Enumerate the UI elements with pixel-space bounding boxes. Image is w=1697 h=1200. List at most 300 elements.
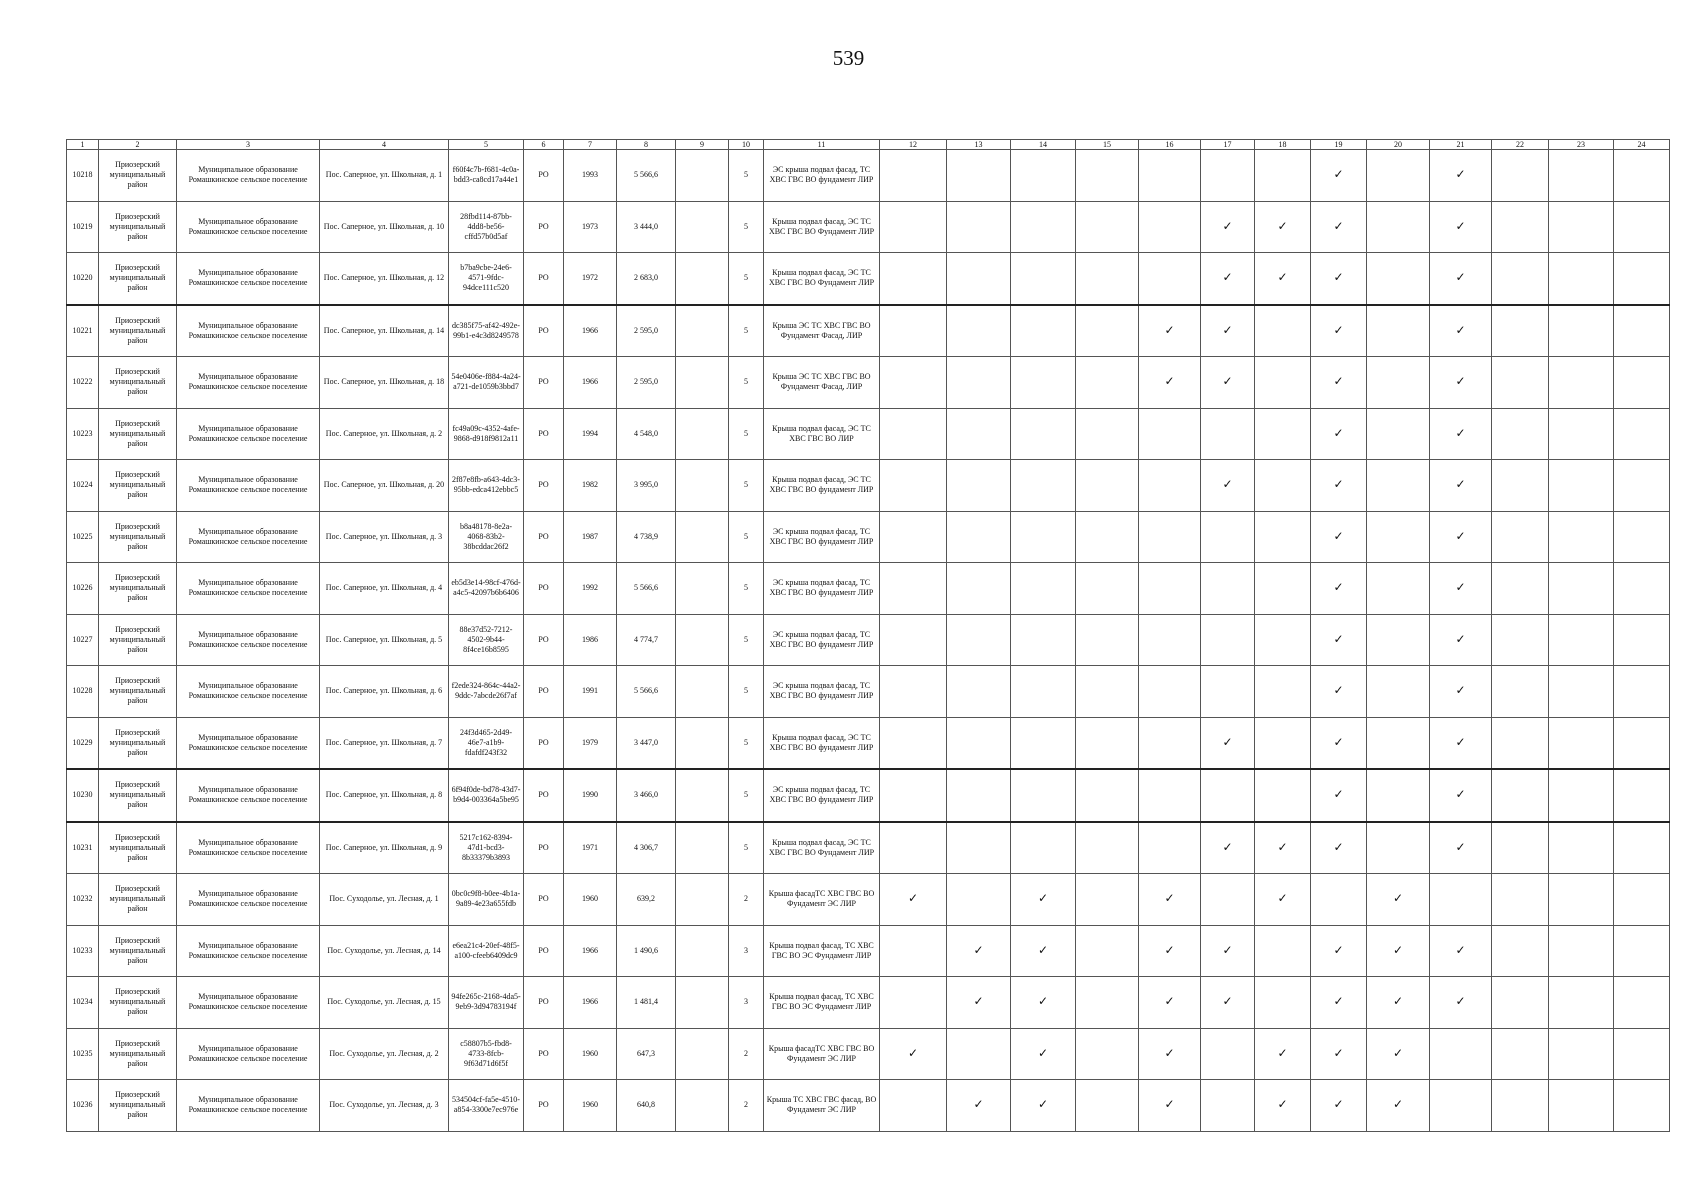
check-mark-icon: ✓: [973, 1097, 984, 1112]
check-cell-23: [1549, 357, 1614, 409]
check-cell-17: [1201, 769, 1255, 822]
check-mark-icon: ✓: [1455, 734, 1466, 749]
check-cell-18: [1255, 357, 1311, 409]
address-cell: Пос. Суходолье, ул. Лесная, д. 1: [320, 874, 449, 926]
check-cell-19: [1311, 874, 1367, 926]
check-cell-14: [1011, 614, 1076, 666]
row-number: 10223: [67, 408, 99, 460]
check-cell-19: [1311, 822, 1367, 874]
check-cell-22: [1492, 305, 1549, 357]
district-cell: Приозерский муниципальный район: [99, 769, 177, 822]
check-cell-17: [1201, 305, 1255, 357]
check-cell-20: [1367, 1028, 1430, 1080]
table-row: [67, 408, 1670, 460]
col9-cell: [676, 511, 729, 563]
check-cell-24: [1614, 357, 1670, 409]
check-mark-icon: ✓: [1037, 942, 1049, 957]
check-cell-24: [1614, 977, 1670, 1029]
type-cell: РО: [524, 305, 564, 357]
check-cell-24: [1614, 201, 1670, 253]
check-cell-18: [1255, 925, 1311, 977]
check-cell-20: [1367, 874, 1430, 926]
col9-cell: [676, 201, 729, 253]
district-cell: Приозерский муниципальный район: [99, 977, 177, 1029]
table-row: [67, 150, 1670, 202]
check-cell-12: [880, 977, 947, 1029]
check-cell-13: [947, 305, 1011, 357]
check-cell-12: [880, 150, 947, 202]
check-cell-15: [1076, 201, 1139, 253]
check-cell-16: [1139, 357, 1201, 409]
col9-cell: [676, 925, 729, 977]
check-cell-23: [1549, 717, 1614, 769]
check-cell-17: [1201, 357, 1255, 409]
check-cell-14: [1011, 1080, 1076, 1132]
col9-cell: [676, 460, 729, 512]
check-cell-19: [1311, 460, 1367, 512]
check-mark-icon: ✓: [1333, 374, 1344, 389]
guid-cell: fc49a09c-4352-4afe-9868-d918f9812a11: [449, 408, 524, 460]
check-cell-15: [1076, 666, 1139, 718]
check-cell-17: [1201, 201, 1255, 253]
year-cell: 1966: [564, 977, 617, 1029]
address-cell: Пос. Саперное, ул. Школьная, д. 9: [320, 822, 449, 874]
check-mark-icon: ✓: [1333, 734, 1344, 749]
table-row: [67, 925, 1670, 977]
check-cell-15: [1076, 822, 1139, 874]
works-cell: Крыша ЭС ТС ХВС ГВС ВО Фундамент Фасад, ЛИР: [764, 305, 880, 357]
check-cell-24: [1614, 614, 1670, 666]
check-mark-icon: ✓: [1455, 839, 1466, 854]
check-cell-18: [1255, 666, 1311, 718]
district-cell: Приозерский муниципальный район: [99, 253, 177, 305]
table-row: [67, 563, 1670, 615]
check-cell-20: [1367, 822, 1430, 874]
type-cell: РО: [524, 977, 564, 1029]
works-cell: Крыша подвал фасад, ТС ХВС ГВС ВО ЭС Фундамент ЛИР: [764, 977, 880, 1029]
table-row: [67, 511, 1670, 563]
check-mark-icon: ✓: [1455, 322, 1466, 337]
address-cell: Пос. Саперное, ул. Школьная, д. 12: [320, 253, 449, 305]
year-cell: 1987: [564, 511, 617, 563]
table-row: [67, 822, 1670, 874]
check-cell-16: [1139, 977, 1201, 1029]
check-cell-16: [1139, 822, 1201, 874]
check-cell-21: [1430, 1028, 1492, 1080]
floors-cell: 5: [729, 666, 764, 718]
check-mark-icon: ✓: [1455, 270, 1466, 285]
guid-cell: e6ea21c4-20ef-48f5-a100-cfeeb6409dc9: [449, 925, 524, 977]
works-cell: ЭС крыша подвал фасад, ТС ХВС ГВС ВО фундамент ЛИР: [764, 150, 880, 202]
check-cell-14: [1011, 460, 1076, 512]
area-cell: 639,2: [617, 874, 676, 926]
address-cell: Пос. Саперное, ул. Школьная, д. 2: [320, 408, 449, 460]
floors-cell: 5: [729, 822, 764, 874]
type-cell: РО: [524, 822, 564, 874]
municipality-cell: Муниципальное образование Ромашкинское сельское поселение: [177, 460, 320, 512]
guid-cell: 5217c162-8394-47d1-bcd3-8b33379b3893: [449, 822, 524, 874]
check-mark-icon: ✓: [1333, 425, 1344, 440]
check-cell-15: [1076, 614, 1139, 666]
col9-cell: [676, 614, 729, 666]
check-cell-18: [1255, 769, 1311, 822]
col9-cell: [676, 1080, 729, 1132]
check-cell-13: [947, 408, 1011, 460]
check-mark-icon: ✓: [1333, 942, 1344, 957]
area-cell: 3 444,0: [617, 201, 676, 253]
check-cell-20: [1367, 460, 1430, 512]
check-cell-12: [880, 822, 947, 874]
column-header-17: 17: [1201, 140, 1255, 150]
guid-cell: 88e37d52-7212-4502-9b44-8f4ce16b8595: [449, 614, 524, 666]
check-cell-23: [1549, 563, 1614, 615]
table-row: [67, 357, 1670, 409]
check-cell-20: [1367, 253, 1430, 305]
check-cell-18: [1255, 408, 1311, 460]
column-header-16: 16: [1139, 140, 1201, 150]
check-mark-icon: ✓: [973, 994, 984, 1009]
check-cell-22: [1492, 357, 1549, 409]
works-cell: Крыша подвал фасад, ЭС ТС ХВС ГВС ВО Фундамент ЛИР: [764, 822, 880, 874]
address-cell: Пос. Саперное, ул. Школьная, д. 8: [320, 769, 449, 822]
row-number: 10233: [67, 925, 99, 977]
municipality-cell: Муниципальное образование Ромашкинское сельское поселение: [177, 925, 320, 977]
floors-cell: 5: [729, 769, 764, 822]
check-cell-24: [1614, 822, 1670, 874]
type-cell: РО: [524, 614, 564, 666]
guid-cell: 2f87e8fb-a643-4dc3-95bb-edca412ebbc5: [449, 460, 524, 512]
guid-cell: 6f94f0de-bd78-43d7-b9d4-003364a5be95: [449, 769, 524, 822]
check-cell-22: [1492, 977, 1549, 1029]
check-cell-23: [1549, 408, 1614, 460]
year-cell: 1960: [564, 1080, 617, 1132]
check-cell-18: [1255, 1080, 1311, 1132]
check-cell-14: [1011, 201, 1076, 253]
municipality-cell: Муниципальное образование Ромашкинское сельское поселение: [177, 977, 320, 1029]
works-cell: Крыша подвал фасад, ЭС ТС ХВС ГВС ВО ЛИР: [764, 408, 880, 460]
check-cell-24: [1614, 511, 1670, 563]
check-cell-18: [1255, 511, 1311, 563]
check-cell-19: [1311, 150, 1367, 202]
check-cell-17: [1201, 563, 1255, 615]
year-cell: 1973: [564, 201, 617, 253]
year-cell: 1990: [564, 769, 617, 822]
check-cell-17: [1201, 150, 1255, 202]
check-mark-icon: ✓: [1222, 734, 1233, 749]
type-cell: РО: [524, 666, 564, 718]
year-cell: 1979: [564, 717, 617, 769]
check-cell-14: [1011, 977, 1076, 1029]
check-cell-20: [1367, 305, 1430, 357]
type-cell: РО: [524, 1080, 564, 1132]
check-cell-12: [880, 769, 947, 822]
check-mark-icon: ✓: [1455, 683, 1466, 698]
column-header-18: 18: [1255, 140, 1311, 150]
column-header-11: 11: [764, 140, 880, 150]
check-cell-21: [1430, 614, 1492, 666]
guid-cell: 94fe265c-2168-4da5-9eb9-3d94783194f: [449, 977, 524, 1029]
check-cell-14: [1011, 511, 1076, 563]
works-cell: Крыша ТС ХВС ГВС фасад, ВО Фундамент ЭС ЛИР: [764, 1080, 880, 1132]
check-cell-21: [1430, 977, 1492, 1029]
check-mark-icon: ✓: [1037, 1097, 1049, 1112]
check-cell-21: [1430, 460, 1492, 512]
check-cell-18: [1255, 563, 1311, 615]
column-header-23: 23: [1549, 140, 1614, 150]
check-cell-15: [1076, 977, 1139, 1029]
year-cell: 1992: [564, 563, 617, 615]
check-mark-icon: ✓: [1164, 1097, 1175, 1112]
check-mark-icon: ✓: [1222, 942, 1233, 957]
check-cell-17: [1201, 717, 1255, 769]
check-mark-icon: ✓: [907, 1045, 919, 1060]
check-cell-14: [1011, 666, 1076, 718]
row-number: 10224: [67, 460, 99, 512]
check-cell-22: [1492, 408, 1549, 460]
municipality-cell: Муниципальное образование Ромашкинское сельское поселение: [177, 769, 320, 822]
check-cell-22: [1492, 1080, 1549, 1132]
check-cell-23: [1549, 769, 1614, 822]
check-mark-icon: ✓: [907, 891, 919, 906]
check-cell-17: [1201, 460, 1255, 512]
check-cell-13: [947, 614, 1011, 666]
guid-cell: f60f4c7b-f681-4c0a-bdd3-ca8cd17a44e1: [449, 150, 524, 202]
check-cell-16: [1139, 769, 1201, 822]
check-cell-12: [880, 925, 947, 977]
check-cell-23: [1549, 511, 1614, 563]
check-cell-18: [1255, 822, 1311, 874]
check-cell-17: [1201, 408, 1255, 460]
district-cell: Приозерский муниципальный район: [99, 150, 177, 202]
check-cell-21: [1430, 201, 1492, 253]
check-cell-17: [1201, 1028, 1255, 1080]
column-header-19: 19: [1311, 140, 1367, 150]
check-cell-22: [1492, 150, 1549, 202]
column-header-15: 15: [1076, 140, 1139, 150]
works-cell: Крыша подвал фасад, ЭС ТС ХВС ГВС ВО фундамент ЛИР: [764, 717, 880, 769]
check-cell-21: [1430, 717, 1492, 769]
check-cell-15: [1076, 769, 1139, 822]
check-mark-icon: ✓: [1037, 1045, 1049, 1060]
column-header-21: 21: [1430, 140, 1492, 150]
check-cell-21: [1430, 253, 1492, 305]
check-cell-14: [1011, 150, 1076, 202]
col9-cell: [676, 769, 729, 822]
check-mark-icon: ✓: [1222, 374, 1233, 389]
col9-cell: [676, 977, 729, 1029]
check-cell-22: [1492, 1028, 1549, 1080]
check-cell-17: [1201, 977, 1255, 1029]
check-cell-21: [1430, 874, 1492, 926]
check-mark-icon: ✓: [1392, 942, 1404, 957]
check-cell-13: [947, 253, 1011, 305]
address-cell: Пос. Суходолье, ул. Лесная, д. 14: [320, 925, 449, 977]
check-cell-12: [880, 614, 947, 666]
check-mark-icon: ✓: [1277, 1097, 1288, 1112]
check-cell-17: [1201, 925, 1255, 977]
floors-cell: 2: [729, 874, 764, 926]
district-cell: Приозерский муниципальный район: [99, 511, 177, 563]
check-cell-19: [1311, 201, 1367, 253]
check-cell-13: [947, 357, 1011, 409]
table-row: [67, 874, 1670, 926]
check-cell-19: [1311, 357, 1367, 409]
check-cell-21: [1430, 769, 1492, 822]
check-cell-17: [1201, 253, 1255, 305]
check-cell-12: [880, 1080, 947, 1132]
municipality-cell: Муниципальное образование Ромашкинское сельское поселение: [177, 408, 320, 460]
check-cell-22: [1492, 614, 1549, 666]
check-cell-16: [1139, 408, 1201, 460]
address-cell: Пос. Саперное, ул. Школьная, д. 1: [320, 150, 449, 202]
year-cell: 1960: [564, 874, 617, 926]
check-mark-icon: ✓: [1333, 528, 1344, 543]
check-cell-16: [1139, 874, 1201, 926]
check-cell-17: [1201, 1080, 1255, 1132]
guid-cell: 54e0406e-f884-4a24-a721-de1059b3bbd7: [449, 357, 524, 409]
check-mark-icon: ✓: [1333, 322, 1344, 337]
type-cell: РО: [524, 357, 564, 409]
municipality-cell: Муниципальное образование Ромашкинское сельское поселение: [177, 563, 320, 615]
area-cell: 2 595,0: [617, 305, 676, 357]
row-number: 10229: [67, 717, 99, 769]
check-cell-14: [1011, 1028, 1076, 1080]
check-cell-24: [1614, 408, 1670, 460]
district-cell: Приозерский муниципальный район: [99, 201, 177, 253]
floors-cell: 5: [729, 305, 764, 357]
buildings-table: [66, 139, 1670, 1132]
works-cell: Крыша ЭС ТС ХВС ГВС ВО Фундамент Фасад, ЛИР: [764, 357, 880, 409]
area-cell: 4 548,0: [617, 408, 676, 460]
area-cell: 3 995,0: [617, 460, 676, 512]
check-cell-18: [1255, 614, 1311, 666]
check-mark-icon: ✓: [1277, 270, 1288, 285]
municipality-cell: Муниципальное образование Ромашкинское сельское поселение: [177, 201, 320, 253]
check-mark-icon: ✓: [1164, 1045, 1175, 1060]
floors-cell: 5: [729, 717, 764, 769]
check-cell-18: [1255, 1028, 1311, 1080]
check-cell-15: [1076, 1028, 1139, 1080]
check-cell-15: [1076, 460, 1139, 512]
check-mark-icon: ✓: [1333, 839, 1344, 854]
municipality-cell: Муниципальное образование Ромашкинское сельское поселение: [177, 874, 320, 926]
check-cell-18: [1255, 305, 1311, 357]
column-header-10: 10: [729, 140, 764, 150]
type-cell: РО: [524, 460, 564, 512]
check-cell-22: [1492, 874, 1549, 926]
check-cell-12: [880, 511, 947, 563]
check-cell-14: [1011, 717, 1076, 769]
area-cell: 4 738,9: [617, 511, 676, 563]
type-cell: РО: [524, 150, 564, 202]
district-cell: Приозерский муниципальный район: [99, 666, 177, 718]
table-row: [67, 717, 1670, 769]
check-cell-19: [1311, 1080, 1367, 1132]
check-cell-24: [1614, 253, 1670, 305]
guid-cell: 0bc0c9f8-b0ee-4b1a-9a89-4e23a655fdb: [449, 874, 524, 926]
floors-cell: 5: [729, 408, 764, 460]
floors-cell: 5: [729, 563, 764, 615]
municipality-cell: Муниципальное образование Ромашкинское сельское поселение: [177, 511, 320, 563]
check-cell-16: [1139, 201, 1201, 253]
check-mark-icon: ✓: [1037, 994, 1049, 1009]
check-mark-icon: ✓: [1455, 631, 1466, 646]
district-cell: Приозерский муниципальный район: [99, 614, 177, 666]
type-cell: РО: [524, 1028, 564, 1080]
table-row: [67, 305, 1670, 357]
table-row: [67, 614, 1670, 666]
guid-cell: 24f3d465-2d49-46e7-a1b9-fdafdf243f32: [449, 717, 524, 769]
check-cell-15: [1076, 305, 1139, 357]
check-cell-13: [947, 874, 1011, 926]
year-cell: 1966: [564, 925, 617, 977]
check-cell-16: [1139, 1028, 1201, 1080]
check-cell-14: [1011, 408, 1076, 460]
district-cell: Приозерский муниципальный район: [99, 822, 177, 874]
check-cell-13: [947, 769, 1011, 822]
check-cell-19: [1311, 614, 1367, 666]
check-cell-15: [1076, 357, 1139, 409]
row-number: 10218: [67, 150, 99, 202]
check-mark-icon: ✓: [1333, 787, 1344, 802]
row-number: 10228: [67, 666, 99, 718]
check-cell-14: [1011, 925, 1076, 977]
check-mark-icon: ✓: [1164, 374, 1175, 389]
check-mark-icon: ✓: [1222, 270, 1233, 285]
column-header-8: 8: [617, 140, 676, 150]
check-cell-18: [1255, 460, 1311, 512]
check-cell-20: [1367, 408, 1430, 460]
check-cell-18: [1255, 253, 1311, 305]
row-number: 10225: [67, 511, 99, 563]
check-cell-24: [1614, 150, 1670, 202]
check-cell-24: [1614, 1028, 1670, 1080]
check-cell-21: [1430, 1080, 1492, 1132]
check-cell-24: [1614, 874, 1670, 926]
address-cell: Пос. Саперное, ул. Школьная, д. 18: [320, 357, 449, 409]
check-mark-icon: ✓: [1277, 839, 1288, 854]
district-cell: Приозерский муниципальный район: [99, 460, 177, 512]
check-cell-14: [1011, 253, 1076, 305]
check-cell-21: [1430, 925, 1492, 977]
area-cell: 4 306,7: [617, 822, 676, 874]
check-cell-21: [1430, 563, 1492, 615]
page-number: 539: [832, 46, 865, 70]
floors-cell: 5: [729, 460, 764, 512]
check-cell-22: [1492, 460, 1549, 512]
check-cell-17: [1201, 822, 1255, 874]
check-cell-19: [1311, 408, 1367, 460]
address-cell: Пос. Саперное, ул. Школьная, д. 7: [320, 717, 449, 769]
floors-cell: 5: [729, 150, 764, 202]
check-cell-20: [1367, 511, 1430, 563]
floors-cell: 5: [729, 253, 764, 305]
check-mark-icon: ✓: [1455, 477, 1466, 492]
check-mark-icon: ✓: [1037, 891, 1049, 906]
area-cell: 647,3: [617, 1028, 676, 1080]
check-cell-22: [1492, 201, 1549, 253]
works-cell: Крыша подвал фасад, ЭС ТС ХВС ГВС ВО фундамент ЛИР: [764, 460, 880, 512]
column-header-22: 22: [1492, 140, 1549, 150]
check-cell-12: [880, 1028, 947, 1080]
table-row: [67, 666, 1670, 718]
area-cell: 640,8: [617, 1080, 676, 1132]
check-cell-13: [947, 563, 1011, 615]
works-cell: Крыша фасадТС ХВС ГВС ВО Фундамент ЭС ЛИР: [764, 1028, 880, 1080]
municipality-cell: Муниципальное образование Ромашкинское сельское поселение: [177, 717, 320, 769]
floors-cell: 3: [729, 977, 764, 1029]
check-mark-icon: ✓: [973, 942, 984, 957]
